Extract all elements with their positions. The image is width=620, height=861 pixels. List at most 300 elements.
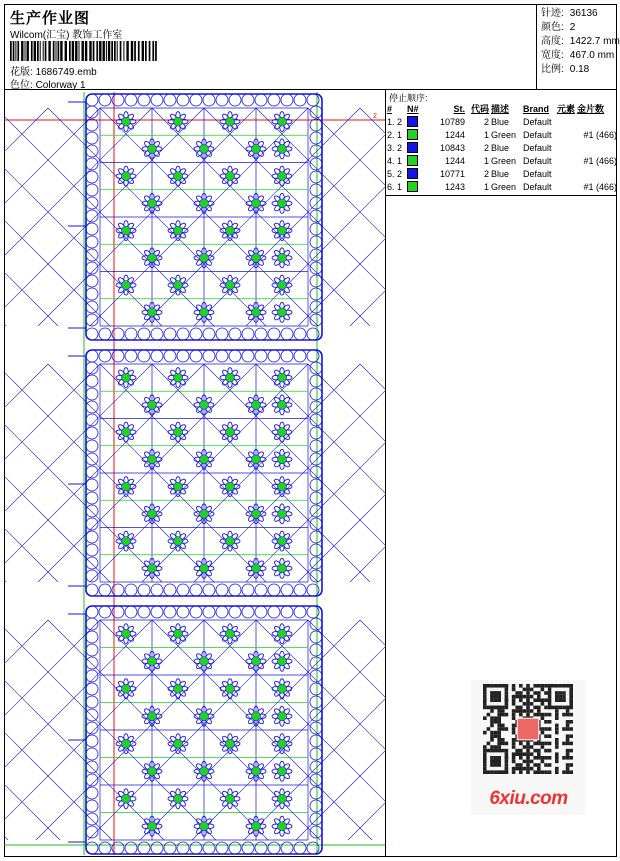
qr-finder (494, 706, 498, 710)
color-swatch (407, 141, 435, 154)
qr-module (487, 727, 491, 731)
element (557, 180, 577, 193)
qr-module (526, 770, 530, 774)
qr-module (537, 695, 541, 699)
qr-module (494, 720, 498, 724)
border-loop (86, 328, 98, 340)
qr-finder (562, 691, 566, 695)
sequin-center (278, 822, 287, 831)
qr-finder (566, 702, 570, 706)
sequin-center (174, 537, 183, 546)
qr-module (512, 742, 516, 746)
qr-finder (483, 691, 487, 695)
sequin-center (278, 117, 287, 126)
qr-module (537, 691, 541, 695)
qr-module (544, 698, 548, 702)
qr-module (519, 767, 523, 771)
qr-finder (487, 760, 491, 764)
qr-finder (569, 688, 573, 692)
border-loop (310, 375, 322, 387)
border-loop (151, 606, 163, 618)
sequin-center (148, 822, 157, 831)
border-loop (86, 453, 98, 465)
colorway-value: Colorway 1 (35, 80, 86, 91)
sequin-count: #1 (466) (583, 155, 617, 166)
qr-module (548, 734, 552, 738)
border-loop (310, 145, 322, 157)
qr-finder (497, 749, 501, 753)
border-loop (86, 197, 98, 209)
qr-module (555, 742, 559, 746)
qr-module (497, 738, 501, 742)
thread-brand: Default (523, 129, 552, 140)
thread-code: 1 (483, 181, 489, 192)
qr-module (501, 709, 505, 713)
border-loop (125, 94, 137, 106)
qr-finder (566, 698, 570, 702)
border-loop (86, 440, 98, 452)
border-loop (242, 584, 254, 596)
qr-module (523, 688, 527, 692)
qr-module (497, 724, 501, 728)
sequin-center (122, 373, 131, 382)
border-loop (229, 350, 241, 362)
qr-module (566, 767, 570, 771)
qr-finder (505, 760, 509, 764)
thread-desc: Green (491, 155, 517, 166)
qr-module (519, 749, 523, 753)
qr-finder (490, 698, 494, 702)
border-loop (164, 606, 176, 618)
border-loop (99, 350, 111, 362)
qr-module (548, 713, 552, 717)
qr-finder (562, 684, 566, 688)
sequin-center (278, 767, 287, 776)
stat-width: 宽度: 467.0 mm (541, 50, 615, 61)
border-loop (310, 197, 322, 209)
qr-finder (487, 702, 491, 706)
qr-module (541, 698, 545, 702)
border-loop (294, 606, 306, 618)
sequin-center (174, 684, 183, 693)
border-loop (242, 94, 254, 106)
border-loop (294, 350, 306, 362)
border-loop (86, 842, 98, 854)
border-loop (86, 94, 98, 106)
border-loop (242, 328, 254, 340)
border-loop (86, 683, 98, 695)
sequin-center (148, 657, 157, 666)
lattice-diagonal (298, 108, 386, 326)
qr-module (512, 688, 516, 692)
qr-finder (483, 749, 487, 753)
border-loop (242, 606, 254, 618)
sequin-center (200, 144, 209, 153)
header (4, 4, 620, 91)
qr-module (505, 727, 509, 731)
qr-finder (487, 770, 491, 774)
qr-module (555, 756, 559, 760)
table-row (387, 154, 617, 167)
qr-finder (501, 688, 505, 692)
qr-finder (505, 756, 509, 760)
qr-module (544, 684, 548, 688)
border-loop (86, 249, 98, 261)
thread-desc: Blue (491, 116, 510, 127)
qr-finder (483, 752, 487, 756)
qr-module (526, 684, 530, 688)
qr-finder (494, 770, 498, 774)
qr-module (544, 742, 548, 746)
qr-module (566, 770, 570, 774)
qr-module (555, 716, 559, 720)
qr-module (555, 767, 559, 771)
qr-module (566, 763, 570, 767)
border-loop (86, 800, 98, 812)
qr-module (562, 770, 566, 774)
qr-module (515, 691, 519, 695)
qr-module (566, 742, 570, 746)
qr-finder (569, 706, 573, 710)
qr-finder (487, 752, 491, 756)
border-loop (268, 584, 280, 596)
qr-finder (505, 695, 509, 699)
qr-finder (483, 767, 487, 771)
sequin-center (200, 400, 209, 409)
sequin-center (148, 253, 157, 262)
qr-finder (494, 767, 498, 771)
sequin-center (226, 281, 235, 290)
border-loop (86, 761, 98, 773)
qr-module (566, 738, 570, 742)
qr-finder (494, 749, 498, 753)
border-loop (86, 350, 98, 362)
border-loop (151, 842, 163, 854)
qr-module (512, 745, 516, 749)
qr-finder (501, 767, 505, 771)
border-loop (86, 132, 98, 144)
border-loop (190, 606, 202, 618)
border-loop (86, 427, 98, 439)
qr-module (497, 745, 501, 749)
lattice-diagonal (360, 108, 386, 326)
sequin-center (278, 455, 287, 464)
border-loop (125, 584, 137, 596)
border-loop (86, 544, 98, 556)
qr-module (515, 695, 519, 699)
border-loop (310, 388, 322, 400)
border-loop (138, 842, 150, 854)
qr-finder (562, 702, 566, 706)
sequin-center (226, 482, 235, 491)
thread-desc: Blue (491, 168, 510, 179)
qr-module (523, 745, 527, 749)
row-index: 5. 2 (387, 168, 403, 179)
qr-module (490, 745, 494, 749)
border-loop (86, 171, 98, 183)
thread-desc: Green (491, 181, 517, 192)
border-loop (99, 328, 111, 340)
qr-module (533, 706, 537, 710)
qr-module (519, 698, 523, 702)
element (557, 128, 577, 141)
qr-finder (551, 695, 555, 699)
sequin-center (174, 739, 183, 748)
design-preview (4, 90, 386, 857)
qr-module (569, 713, 573, 717)
row-index: 4. 1 (387, 155, 403, 166)
qr-module (537, 709, 541, 713)
qr-finder (490, 763, 494, 767)
qr-module (512, 695, 516, 699)
border-loop (86, 301, 98, 313)
border-loop (86, 631, 98, 643)
qr-module (526, 760, 530, 764)
sequin-count (577, 167, 617, 180)
qr-finder (555, 706, 559, 710)
qr-module (487, 713, 491, 717)
qr-module (515, 709, 519, 713)
pattern-file: 1686749.emb (35, 67, 97, 78)
qr-module (526, 752, 530, 756)
qr-module (526, 763, 530, 767)
sequin-center (226, 794, 235, 803)
qr-module (497, 734, 501, 738)
qr-finder (483, 695, 487, 699)
sequin-center (252, 308, 261, 317)
border-loop (177, 350, 189, 362)
qr-finder (483, 756, 487, 760)
border-loop (310, 427, 322, 439)
qr-module (548, 749, 552, 753)
qr-finder (505, 706, 509, 710)
qr-finder (562, 698, 566, 702)
qr-module (562, 742, 566, 746)
qr-finder (483, 760, 487, 764)
qr-module (512, 716, 516, 720)
qr-module (512, 698, 516, 702)
qr-finder (497, 702, 501, 706)
qr-finder (487, 706, 491, 710)
sequin-center (174, 482, 183, 491)
qr-module (569, 742, 573, 746)
qr-module (548, 742, 552, 746)
qr-finder (490, 691, 494, 695)
lattice-diagonal (360, 364, 386, 582)
qr-module (526, 742, 530, 746)
qr-module (566, 720, 570, 724)
stitch-count: 10771 (439, 168, 465, 179)
qr-module (501, 742, 505, 746)
sequin-center (226, 226, 235, 235)
stitch-count: 1244 (444, 155, 465, 166)
border-loop (164, 350, 176, 362)
qr-finder (551, 706, 555, 710)
qr-module (544, 706, 548, 710)
qr-finder (548, 702, 552, 706)
border-loop (86, 479, 98, 491)
col-header: 描述 (491, 104, 510, 114)
qr-finder (562, 688, 566, 692)
border-loop (86, 388, 98, 400)
border-loop (242, 350, 254, 362)
border-loop (255, 606, 267, 618)
border-loop (310, 657, 322, 669)
qr-module (537, 706, 541, 710)
border-loop (281, 606, 293, 618)
qr-finder (501, 770, 505, 774)
border-loop (164, 94, 176, 106)
border-loop (203, 350, 215, 362)
qr-finder (569, 691, 573, 695)
qr-finder (497, 767, 501, 771)
qr-finder (505, 684, 509, 688)
qr-module (548, 756, 552, 760)
qr-module (497, 713, 501, 717)
sequin-center (252, 657, 261, 666)
qr-module (544, 713, 548, 717)
border-loop (99, 94, 111, 106)
qr-module (530, 688, 534, 692)
qr-module (490, 709, 494, 713)
qr-module (530, 702, 534, 706)
col-header: 金片数 (577, 104, 605, 114)
border-loop (310, 787, 322, 799)
border-loop (86, 275, 98, 287)
sequin-center (174, 794, 183, 803)
border-loop (294, 94, 306, 106)
border-loop (86, 288, 98, 300)
lattice-diagonal (308, 620, 386, 840)
border-loop (164, 584, 176, 596)
lattice-diagonal (4, 108, 6, 326)
sequin-count: #1 (466) (583, 181, 617, 192)
qr-module (533, 684, 537, 688)
sequin-center (226, 428, 235, 437)
border-loop (203, 94, 215, 106)
border-loop (310, 249, 322, 261)
lattice-diagonal (308, 364, 386, 582)
sequin-center (200, 509, 209, 518)
qr-module (533, 691, 537, 695)
lattice-diagonal (298, 364, 386, 582)
qr-module (512, 709, 516, 713)
border-loop (216, 328, 228, 340)
guide-marker: 2 (373, 113, 377, 120)
qr-module (569, 749, 573, 753)
qr-module (515, 752, 519, 756)
sequin-center (278, 281, 287, 290)
qr-module (544, 770, 548, 774)
qr-module (566, 724, 570, 728)
qr-finder (501, 684, 505, 688)
qr-module (501, 738, 505, 742)
qr-finder (483, 702, 487, 706)
border-loop (268, 328, 280, 340)
stop-sequence-table (387, 102, 617, 193)
qr-finder (494, 688, 498, 692)
border-loop (177, 94, 189, 106)
sequin-center (122, 482, 131, 491)
lattice-diagonal (4, 108, 58, 326)
sequin-center (226, 373, 235, 382)
qr-finder (501, 749, 505, 753)
qr-finder (497, 698, 501, 702)
lattice-diagonal (4, 620, 8, 840)
qr-module (537, 763, 541, 767)
qr-finder (505, 688, 509, 692)
border-loop (310, 132, 322, 144)
border-loop (125, 606, 137, 618)
qr-module (483, 745, 487, 749)
qr-module (523, 752, 527, 756)
stat-scale: 比例: 0.18 (541, 64, 590, 75)
qr-finder (497, 684, 501, 688)
border-loop (164, 328, 176, 340)
qr-module (512, 727, 516, 731)
lattice-diagonal (308, 108, 386, 326)
qr-module (512, 738, 516, 742)
lattice-diagonal (4, 364, 48, 582)
embroidery-design (4, 90, 386, 857)
border-loop (203, 328, 215, 340)
qr-finder (494, 698, 498, 702)
qr-module (544, 691, 548, 695)
lattice-diagonal (4, 620, 60, 840)
qr-module (526, 767, 530, 771)
qr-module (487, 742, 491, 746)
sequin-center (200, 822, 209, 831)
row-index: 6. 1 (387, 181, 403, 192)
qr-finder (497, 706, 501, 710)
qr-finder (497, 763, 501, 767)
thread-brand: Default (523, 116, 552, 127)
border-loop (86, 696, 98, 708)
qr-module (566, 756, 570, 760)
qr-module (526, 745, 530, 749)
qr-module (501, 727, 505, 731)
qr-module (541, 713, 545, 717)
border-loop (138, 350, 150, 362)
sequin-center (200, 657, 209, 666)
element (557, 154, 577, 167)
border-loop (294, 584, 306, 596)
barcode (10, 41, 160, 61)
qr-module (569, 770, 573, 774)
qr-module (537, 756, 541, 760)
qr-module (530, 752, 534, 756)
color-swatch (407, 154, 435, 167)
qr-module (544, 763, 548, 767)
qr-module (490, 720, 494, 724)
qr-module (555, 727, 559, 731)
qr-finder (483, 688, 487, 692)
border-loop (190, 350, 202, 362)
sequin-center (122, 684, 131, 693)
qr-finder (487, 684, 491, 688)
qr-module (566, 752, 570, 756)
border-loop (86, 584, 98, 596)
qr-finder (483, 698, 487, 702)
qr-module (512, 756, 516, 760)
qr-finder (501, 695, 505, 699)
qr-module (497, 727, 501, 731)
color-swatch (407, 115, 435, 128)
qr-module (541, 770, 545, 774)
qr-finder (566, 695, 570, 699)
sequin-center (278, 657, 287, 666)
sequin-center (122, 226, 131, 235)
